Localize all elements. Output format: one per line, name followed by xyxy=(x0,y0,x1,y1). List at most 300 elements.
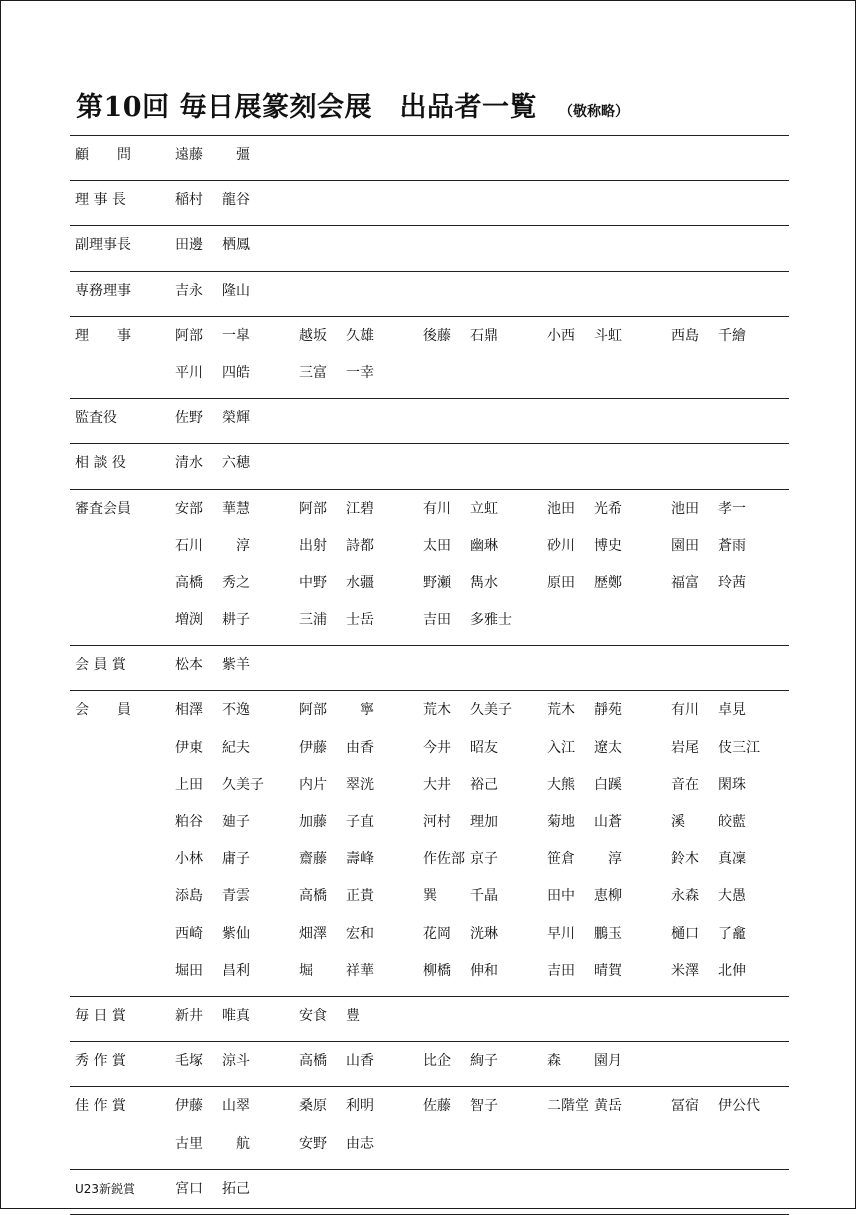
member-given-name: 真凜 xyxy=(718,851,746,868)
member-name xyxy=(542,956,666,986)
member-name xyxy=(542,844,666,874)
member-surname: 二階堂 xyxy=(547,1098,589,1115)
member-name xyxy=(170,1001,294,1031)
roster-section xyxy=(70,646,789,691)
member-name xyxy=(294,1091,418,1121)
title-main: 第10回 毎日展篆刻会展 出品者一覧 xyxy=(76,92,537,123)
member-given-name: 斗虹 xyxy=(594,327,622,344)
member-surname: 相澤 xyxy=(175,702,203,719)
name-list xyxy=(170,276,790,313)
member-given-name: 閑珠 xyxy=(718,776,746,793)
member-given-name: 紫仙 xyxy=(222,925,250,942)
member-name xyxy=(170,650,294,680)
member-surname: 石川 xyxy=(175,537,203,554)
section-role-label: 毎 日 賞 xyxy=(75,1007,126,1024)
roster-section xyxy=(70,136,789,181)
member-surname: 園田 xyxy=(671,537,699,554)
member-name xyxy=(294,358,418,388)
member-given-name: 伎三江 xyxy=(718,739,760,756)
member-given-name: 鵬玉 xyxy=(594,925,622,942)
section-role-label: 理 事 xyxy=(75,327,131,344)
member-surname: 溪 xyxy=(671,814,685,830)
member-given-name: 紫羊 xyxy=(222,657,250,674)
member-surname: 音在 xyxy=(671,776,699,793)
member-given-name: 卓見 xyxy=(718,702,746,719)
member-given-name: 伸和 xyxy=(470,962,498,979)
member-name xyxy=(294,531,418,561)
member-given-name: 黄岳 xyxy=(594,1098,622,1115)
section-role-label: 副理事長 xyxy=(75,237,131,254)
title-honorific-note: （敬称略） xyxy=(558,104,629,120)
member-surname: 樋口 xyxy=(671,925,699,942)
member-given-name: 洸琳 xyxy=(470,925,498,942)
section-role-label: 顧 問 xyxy=(75,147,131,163)
member-name xyxy=(418,531,542,561)
member-given-name: 唯真 xyxy=(222,1007,250,1024)
member-surname: 伊藤 xyxy=(175,1098,203,1115)
member-given-name: 久美子 xyxy=(222,776,264,793)
member-name xyxy=(418,844,542,874)
name-list xyxy=(170,1174,790,1211)
member-surname: 笹倉 xyxy=(547,851,575,868)
name-list xyxy=(170,1091,790,1165)
member-surname: 作佐部 xyxy=(423,851,465,868)
member-given-name: 龍谷 xyxy=(222,192,250,209)
member-name xyxy=(666,919,790,949)
member-surname: 越坂 xyxy=(299,327,327,344)
member-name xyxy=(294,919,418,949)
member-given-name: 皎藍 xyxy=(718,814,746,830)
member-surname: 鈴木 xyxy=(671,851,699,868)
member-name xyxy=(542,881,666,911)
member-surname: 比企 xyxy=(423,1053,451,1070)
member-name xyxy=(294,1129,418,1159)
member-surname: 河村 xyxy=(423,814,451,830)
member-given-name: 千繪 xyxy=(718,327,746,344)
roster-section xyxy=(70,399,789,444)
section-role-label: 会 員 賞 xyxy=(75,657,126,674)
member-surname: 安食 xyxy=(299,1007,327,1024)
member-surname: 伊東 xyxy=(175,739,203,756)
member-name xyxy=(294,844,418,874)
section-role-label: 専務理事 xyxy=(75,282,131,299)
member-name xyxy=(170,881,294,911)
member-surname: 清水 xyxy=(175,455,203,472)
member-surname: 阿部 xyxy=(299,500,327,517)
member-given-name: 蒼雨 xyxy=(718,537,746,554)
member-surname: 吉田 xyxy=(423,612,451,629)
member-surname: 入江 xyxy=(547,739,575,756)
member-surname: 古里 xyxy=(175,1135,203,1152)
member-name xyxy=(170,358,294,388)
member-name xyxy=(542,494,666,524)
member-surname: 高橋 xyxy=(299,1053,327,1070)
member-name xyxy=(418,770,542,800)
member-given-name: 理加 xyxy=(470,814,498,830)
name-list xyxy=(170,448,790,485)
member-surname: 稲村 xyxy=(175,192,203,209)
member-surname: 田邊 xyxy=(175,237,203,254)
member-surname: 増渕 xyxy=(175,612,203,629)
member-given-name: 耕子 xyxy=(222,612,250,629)
member-name xyxy=(170,605,294,635)
member-surname: 上田 xyxy=(175,776,203,793)
member-surname: 中野 xyxy=(299,574,327,591)
member-surname: 平川 xyxy=(175,364,203,381)
member-given-name: 淳 xyxy=(594,851,622,868)
member-given-name: 了龕 xyxy=(718,925,746,942)
name-list xyxy=(170,695,790,993)
member-surname: 粕谷 xyxy=(175,814,203,830)
member-name xyxy=(542,531,666,561)
member-given-name: 山蒼 xyxy=(594,814,622,830)
member-surname: 桑原 xyxy=(299,1098,327,1115)
member-name xyxy=(666,770,790,800)
member-given-name: 博史 xyxy=(594,537,622,554)
member-given-name: 昌利 xyxy=(222,962,250,979)
roster-section xyxy=(70,1042,789,1087)
member-given-name: 華慧 xyxy=(222,500,250,517)
member-given-name: 玲茜 xyxy=(718,574,746,591)
exhibitor-table xyxy=(70,135,789,1215)
member-name xyxy=(542,1046,666,1076)
member-given-name: 航 xyxy=(222,1135,250,1152)
name-list xyxy=(170,321,790,395)
member-name xyxy=(170,1046,294,1076)
member-surname: 砂川 xyxy=(547,537,575,554)
member-surname: 松本 xyxy=(175,657,203,674)
member-name xyxy=(170,695,294,725)
member-given-name: 青雲 xyxy=(222,888,250,905)
member-name xyxy=(294,807,418,837)
member-name xyxy=(170,230,294,260)
member-given-name: 立虹 xyxy=(470,500,498,517)
name-list xyxy=(170,185,790,222)
member-name xyxy=(418,733,542,763)
member-surname: 西島 xyxy=(671,327,699,344)
member-given-name: 歴鄭 xyxy=(594,574,622,591)
member-surname: 阿部 xyxy=(299,702,327,719)
member-given-name: 絢子 xyxy=(470,1053,498,1070)
member-given-name: 涼斗 xyxy=(222,1053,250,1070)
member-given-name: 伊公代 xyxy=(718,1098,760,1115)
member-given-name: 靜苑 xyxy=(594,702,622,719)
member-name xyxy=(542,1091,666,1121)
member-surname: 有川 xyxy=(671,702,699,719)
member-given-name: 幽琳 xyxy=(470,537,498,554)
member-name xyxy=(294,1046,418,1076)
member-name xyxy=(170,321,294,351)
member-name xyxy=(418,321,542,351)
section-role-label: 会 員 xyxy=(75,702,131,719)
name-list xyxy=(170,650,790,687)
member-given-name: 子直 xyxy=(346,814,374,830)
member-name xyxy=(170,1174,294,1204)
section-role-label: U23新鋭賞 xyxy=(75,1181,136,1196)
name-list xyxy=(170,230,790,267)
name-list xyxy=(170,140,790,177)
member-given-name: 昭友 xyxy=(470,739,498,756)
member-surname: 菊地 xyxy=(547,814,575,830)
member-surname: 安部 xyxy=(175,500,203,517)
member-name xyxy=(170,770,294,800)
member-name xyxy=(294,321,418,351)
member-given-name: 白蹊 xyxy=(594,776,622,793)
member-given-name: 多雅士 xyxy=(470,612,512,629)
member-name xyxy=(294,770,418,800)
member-name xyxy=(170,844,294,874)
member-name xyxy=(542,568,666,598)
member-surname: 添島 xyxy=(175,888,203,905)
member-surname: 加藤 xyxy=(299,814,327,830)
member-given-name: 豊 xyxy=(346,1007,360,1024)
member-surname: 阿部 xyxy=(175,327,203,344)
member-surname: 堀田 xyxy=(175,962,203,979)
member-given-name: 秀之 xyxy=(222,574,250,591)
member-given-name: 栖鳳 xyxy=(222,237,250,254)
member-surname: 米澤 xyxy=(671,962,699,979)
member-surname: 今井 xyxy=(423,739,451,756)
member-surname: 柳橋 xyxy=(423,962,451,979)
member-given-name: 正貴 xyxy=(346,888,374,905)
member-surname: 内片 xyxy=(299,776,327,793)
member-surname: 岩尾 xyxy=(671,739,699,756)
member-name xyxy=(666,494,790,524)
member-surname: 原田 xyxy=(547,574,575,591)
member-given-name: 園月 xyxy=(594,1053,622,1070)
member-surname: 佐野 xyxy=(175,410,203,427)
member-name xyxy=(294,733,418,763)
member-given-name: 彊 xyxy=(222,147,250,163)
member-name xyxy=(666,1091,790,1121)
member-given-name: 榮輝 xyxy=(222,410,250,427)
member-name xyxy=(666,733,790,763)
member-given-name: 石鼎 xyxy=(470,327,498,344)
member-name xyxy=(418,1091,542,1121)
member-surname: 高橋 xyxy=(175,574,203,591)
member-given-name: 江碧 xyxy=(346,500,374,517)
document-title xyxy=(76,85,629,124)
member-surname: 大井 xyxy=(423,776,451,793)
roster-section xyxy=(70,444,789,489)
member-name xyxy=(666,695,790,725)
member-surname: 吉田 xyxy=(547,962,575,979)
member-name xyxy=(170,448,294,478)
member-given-name: 恵柳 xyxy=(594,888,622,905)
member-name xyxy=(170,1129,294,1159)
member-given-name: 千晶 xyxy=(470,888,498,905)
member-given-name: 晴賀 xyxy=(594,962,622,979)
member-name xyxy=(666,881,790,911)
member-surname: 佐藤 xyxy=(423,1098,451,1115)
member-name xyxy=(294,881,418,911)
member-surname: 巽 xyxy=(423,888,437,905)
name-list xyxy=(170,1046,790,1083)
member-given-name: 一幸 xyxy=(346,364,374,381)
member-name xyxy=(294,568,418,598)
section-role-label: 理 事 長 xyxy=(75,192,126,209)
member-given-name: 大愚 xyxy=(718,888,746,905)
member-surname: 福富 xyxy=(671,574,699,591)
member-name xyxy=(418,919,542,949)
member-surname: 森 xyxy=(547,1053,561,1070)
member-name xyxy=(294,695,418,725)
member-name xyxy=(666,956,790,986)
member-name xyxy=(170,494,294,524)
roster-section xyxy=(70,1170,789,1215)
member-surname: 小林 xyxy=(175,851,203,868)
roster-section xyxy=(70,1087,789,1169)
member-name xyxy=(170,140,294,170)
member-name xyxy=(294,1001,418,1031)
member-given-name: 拓己 xyxy=(222,1180,250,1197)
member-surname: 後藤 xyxy=(423,327,451,344)
section-role-label: 佳 作 賞 xyxy=(75,1098,126,1115)
member-given-name: 光希 xyxy=(594,500,622,517)
member-surname: 小西 xyxy=(547,327,575,344)
member-given-name: 紀夫 xyxy=(222,739,250,756)
member-name xyxy=(542,321,666,351)
member-given-name: 裕己 xyxy=(470,776,498,793)
member-given-name: 廸子 xyxy=(222,814,250,830)
member-surname: 堀 xyxy=(299,962,313,979)
name-list xyxy=(170,403,790,440)
member-name xyxy=(542,695,666,725)
member-surname: 大熊 xyxy=(547,776,575,793)
member-surname: 三富 xyxy=(299,364,327,381)
member-name xyxy=(418,605,542,635)
member-given-name: 宏和 xyxy=(346,925,374,942)
member-surname: 田中 xyxy=(547,888,575,905)
member-given-name: 遼太 xyxy=(594,739,622,756)
section-role-label: 秀 作 賞 xyxy=(75,1053,126,1070)
member-surname: 齋藤 xyxy=(299,851,327,868)
member-name xyxy=(170,185,294,215)
member-surname: 畑澤 xyxy=(299,925,327,942)
member-given-name: 智子 xyxy=(470,1098,498,1115)
member-name xyxy=(666,321,790,351)
member-name xyxy=(170,403,294,433)
member-name xyxy=(170,807,294,837)
member-name xyxy=(294,956,418,986)
section-role-label: 相 談 役 xyxy=(75,455,126,472)
member-given-name: 久美子 xyxy=(470,702,512,719)
roster-section xyxy=(70,181,789,226)
member-name xyxy=(542,807,666,837)
member-given-name: 隆山 xyxy=(222,282,250,299)
member-given-name: 不逸 xyxy=(222,702,250,719)
member-given-name: 詩都 xyxy=(346,537,374,554)
section-role-label: 審査会員 xyxy=(75,500,131,517)
member-surname: 宮口 xyxy=(175,1180,203,1197)
member-name xyxy=(666,568,790,598)
member-name xyxy=(170,568,294,598)
member-surname: 三浦 xyxy=(299,612,327,629)
member-name xyxy=(666,844,790,874)
section-role-label: 監査役 xyxy=(75,410,117,427)
member-surname: 新井 xyxy=(175,1007,203,1024)
member-given-name: 淳 xyxy=(222,537,250,554)
member-name xyxy=(170,956,294,986)
member-surname: 西崎 xyxy=(175,925,203,942)
roster-section xyxy=(70,272,789,317)
member-surname: 早川 xyxy=(547,925,575,942)
member-given-name: 孝一 xyxy=(718,500,746,517)
roster-section xyxy=(70,317,789,399)
member-name xyxy=(170,276,294,306)
member-surname: 荒木 xyxy=(423,702,451,719)
member-surname: 有川 xyxy=(423,500,451,517)
member-given-name: 庸子 xyxy=(222,851,250,868)
member-surname: 池田 xyxy=(547,500,575,517)
member-surname: 永森 xyxy=(671,888,699,905)
roster-section xyxy=(70,691,789,997)
member-given-name: 由香 xyxy=(346,739,374,756)
member-name xyxy=(418,956,542,986)
member-surname: 野瀬 xyxy=(423,574,451,591)
member-surname: 花岡 xyxy=(423,925,451,942)
member-name xyxy=(542,733,666,763)
member-surname: 安野 xyxy=(299,1135,327,1152)
member-given-name: 壽峰 xyxy=(346,851,374,868)
roster-section xyxy=(70,997,789,1042)
member-surname: 高橋 xyxy=(299,888,327,905)
member-name xyxy=(418,807,542,837)
member-name xyxy=(294,494,418,524)
member-surname: 池田 xyxy=(671,500,699,517)
member-surname: 遠藤 xyxy=(175,147,203,163)
member-surname: 出射 xyxy=(299,537,327,554)
member-given-name: 北伸 xyxy=(718,962,746,979)
member-name xyxy=(542,770,666,800)
member-given-name: 由志 xyxy=(346,1135,374,1152)
member-surname: 毛塚 xyxy=(175,1053,203,1070)
member-name xyxy=(418,568,542,598)
member-surname: 荒木 xyxy=(547,702,575,719)
name-list xyxy=(170,1001,790,1038)
member-given-name: 山翠 xyxy=(222,1098,250,1115)
member-given-name: 一皐 xyxy=(222,327,250,344)
member-given-name: 山香 xyxy=(346,1053,374,1070)
member-given-name: 寧 xyxy=(346,702,374,719)
member-name xyxy=(170,1091,294,1121)
member-given-name: 四皓 xyxy=(222,364,250,381)
member-given-name: 士岳 xyxy=(346,612,374,629)
member-given-name: 水疆 xyxy=(346,574,374,591)
member-name xyxy=(170,919,294,949)
member-surname: 太田 xyxy=(423,537,451,554)
roster-section xyxy=(70,226,789,271)
member-given-name: 翠洸 xyxy=(346,776,374,793)
name-list xyxy=(170,494,790,643)
member-given-name: 六穂 xyxy=(222,455,250,472)
member-name xyxy=(418,695,542,725)
member-name xyxy=(418,494,542,524)
member-name xyxy=(294,605,418,635)
member-surname: 吉永 xyxy=(175,282,203,299)
member-name xyxy=(418,1046,542,1076)
member-name xyxy=(666,531,790,561)
member-name xyxy=(666,807,790,837)
member-given-name: 利明 xyxy=(346,1098,374,1115)
member-name xyxy=(542,919,666,949)
member-given-name: 久雄 xyxy=(346,327,374,344)
member-name xyxy=(170,531,294,561)
member-surname: 伊藤 xyxy=(299,739,327,756)
member-given-name: 祥華 xyxy=(346,962,374,979)
roster-section xyxy=(70,490,789,647)
member-given-name: 雋水 xyxy=(470,574,498,591)
